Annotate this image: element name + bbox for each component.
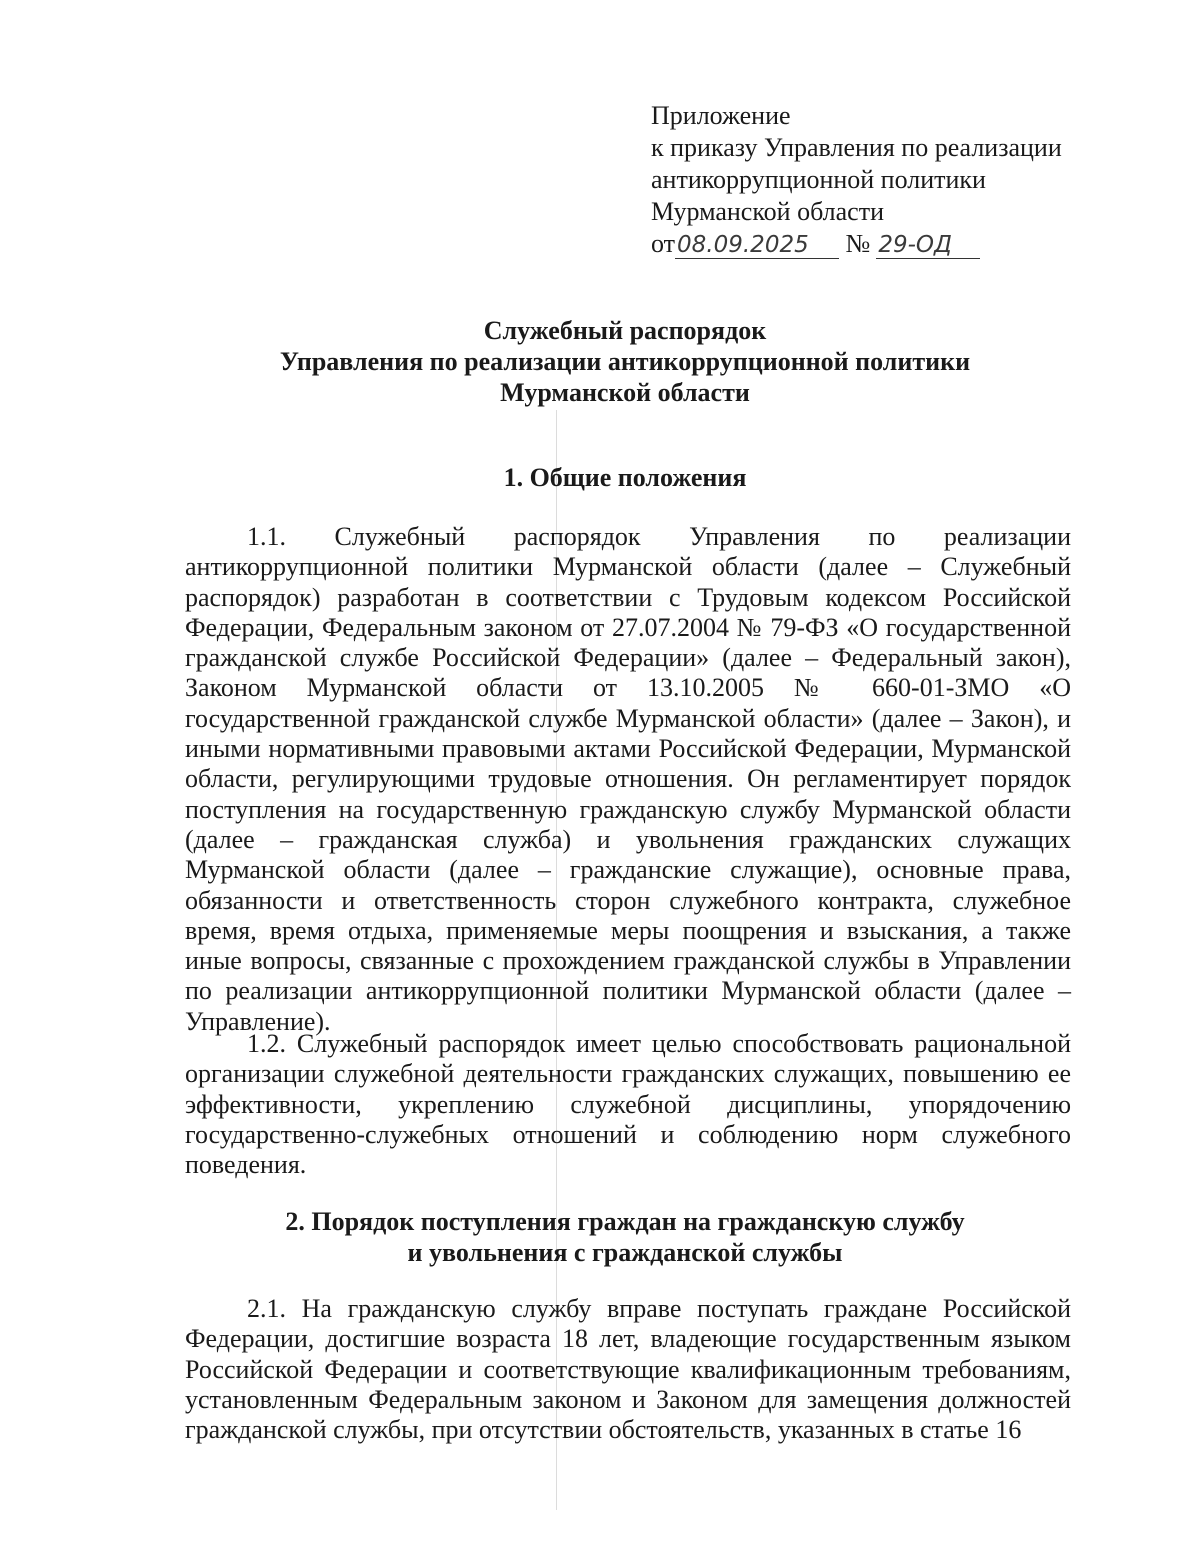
annex-date-number <box>651 228 1071 260</box>
handwritten-number: 29-ОД <box>876 232 980 259</box>
title-line-1: Служебный распорядок <box>483 316 767 345</box>
annex-line-4: Мурманской области <box>651 197 884 226</box>
date-prefix: от <box>651 229 676 258</box>
section-1-heading: 1. Общие положения <box>503 463 747 492</box>
paragraph-2-1: 2.1. На гражданскую службу вправе поступать граждане Российской Федерации, достигшие возраста 18 лет, владеющие государственным языком Российской Федерации и соответствующие квалификационным требованиям, установленным Федеральным законом и Законом для замещения должностей гражданской службы, при отсутствии обстоятельств, указанных в статье 16 <box>185 1294 1071 1445</box>
title-line-2: Управления по реализации антикоррупционной политики <box>279 347 971 376</box>
annex-line-3: антикоррупционной политики <box>651 165 986 194</box>
annex-line-1: Приложение <box>651 101 791 130</box>
annex-line-2: к приказу Управления по реализации <box>651 133 1062 162</box>
number-prefix: № <box>845 229 871 258</box>
paragraph-1-2: 1.2. Служебный распорядок имеет целью способствовать рациональной организации служебной деятельности гражданских служащих, повышению ее эффективности, укреплению служебной дисциплины, упорядочению государственно-служебных отношений и соблюдению норм служебного поведения. <box>185 1029 1071 1180</box>
section-2-heading <box>150 1206 1100 1268</box>
section-2-heading-line-2: и увольнения с гражданской службы <box>407 1238 843 1267</box>
annex-block <box>651 100 1071 260</box>
title-line-3: Мурманской области <box>500 378 750 407</box>
section-2-heading-line-1: 2. Порядок поступления граждан на гражданскую службу <box>285 1207 965 1236</box>
handwritten-date: 08.09.2025 <box>675 232 839 259</box>
document-title <box>150 315 1100 408</box>
paragraph-1-1: 1.1. Служебный распорядок Управления по реализации антикоррупционной политики Мурманской области (далее – Служебный распорядок) разработан в соответствии с Трудовым кодексом Российской Федерации, Федеральным законом от 27.07.2004 № 79-ФЗ «О государственной гражданской службе Российской Федерации» (далее – Федеральный закон), Законом Мурманской области от 13.10.2005 № 660-01-ЗМО «О государственной гражданской службе Мурманской области» (далее – Закон), и иными нормативными правовыми актами Российской Федерации, Мурманской области, регулирующими трудовые отношения. Он регламентирует порядок поступления на государственную гражданскую службу Мурманской области (далее – гражданская служба) и увольнения гражданских служащих Мурманской области (далее – гражданские служащие), основные права, обязанности и ответственность сторон служебного контракта, служебное время, время отдыха, применяемые меры поощрения и взыскания, а также иные вопросы, связанные с прохождением гражданской службы в Управлении по реализации антикоррупционной политики Мурманской области (далее – Управление). <box>185 522 1071 1036</box>
